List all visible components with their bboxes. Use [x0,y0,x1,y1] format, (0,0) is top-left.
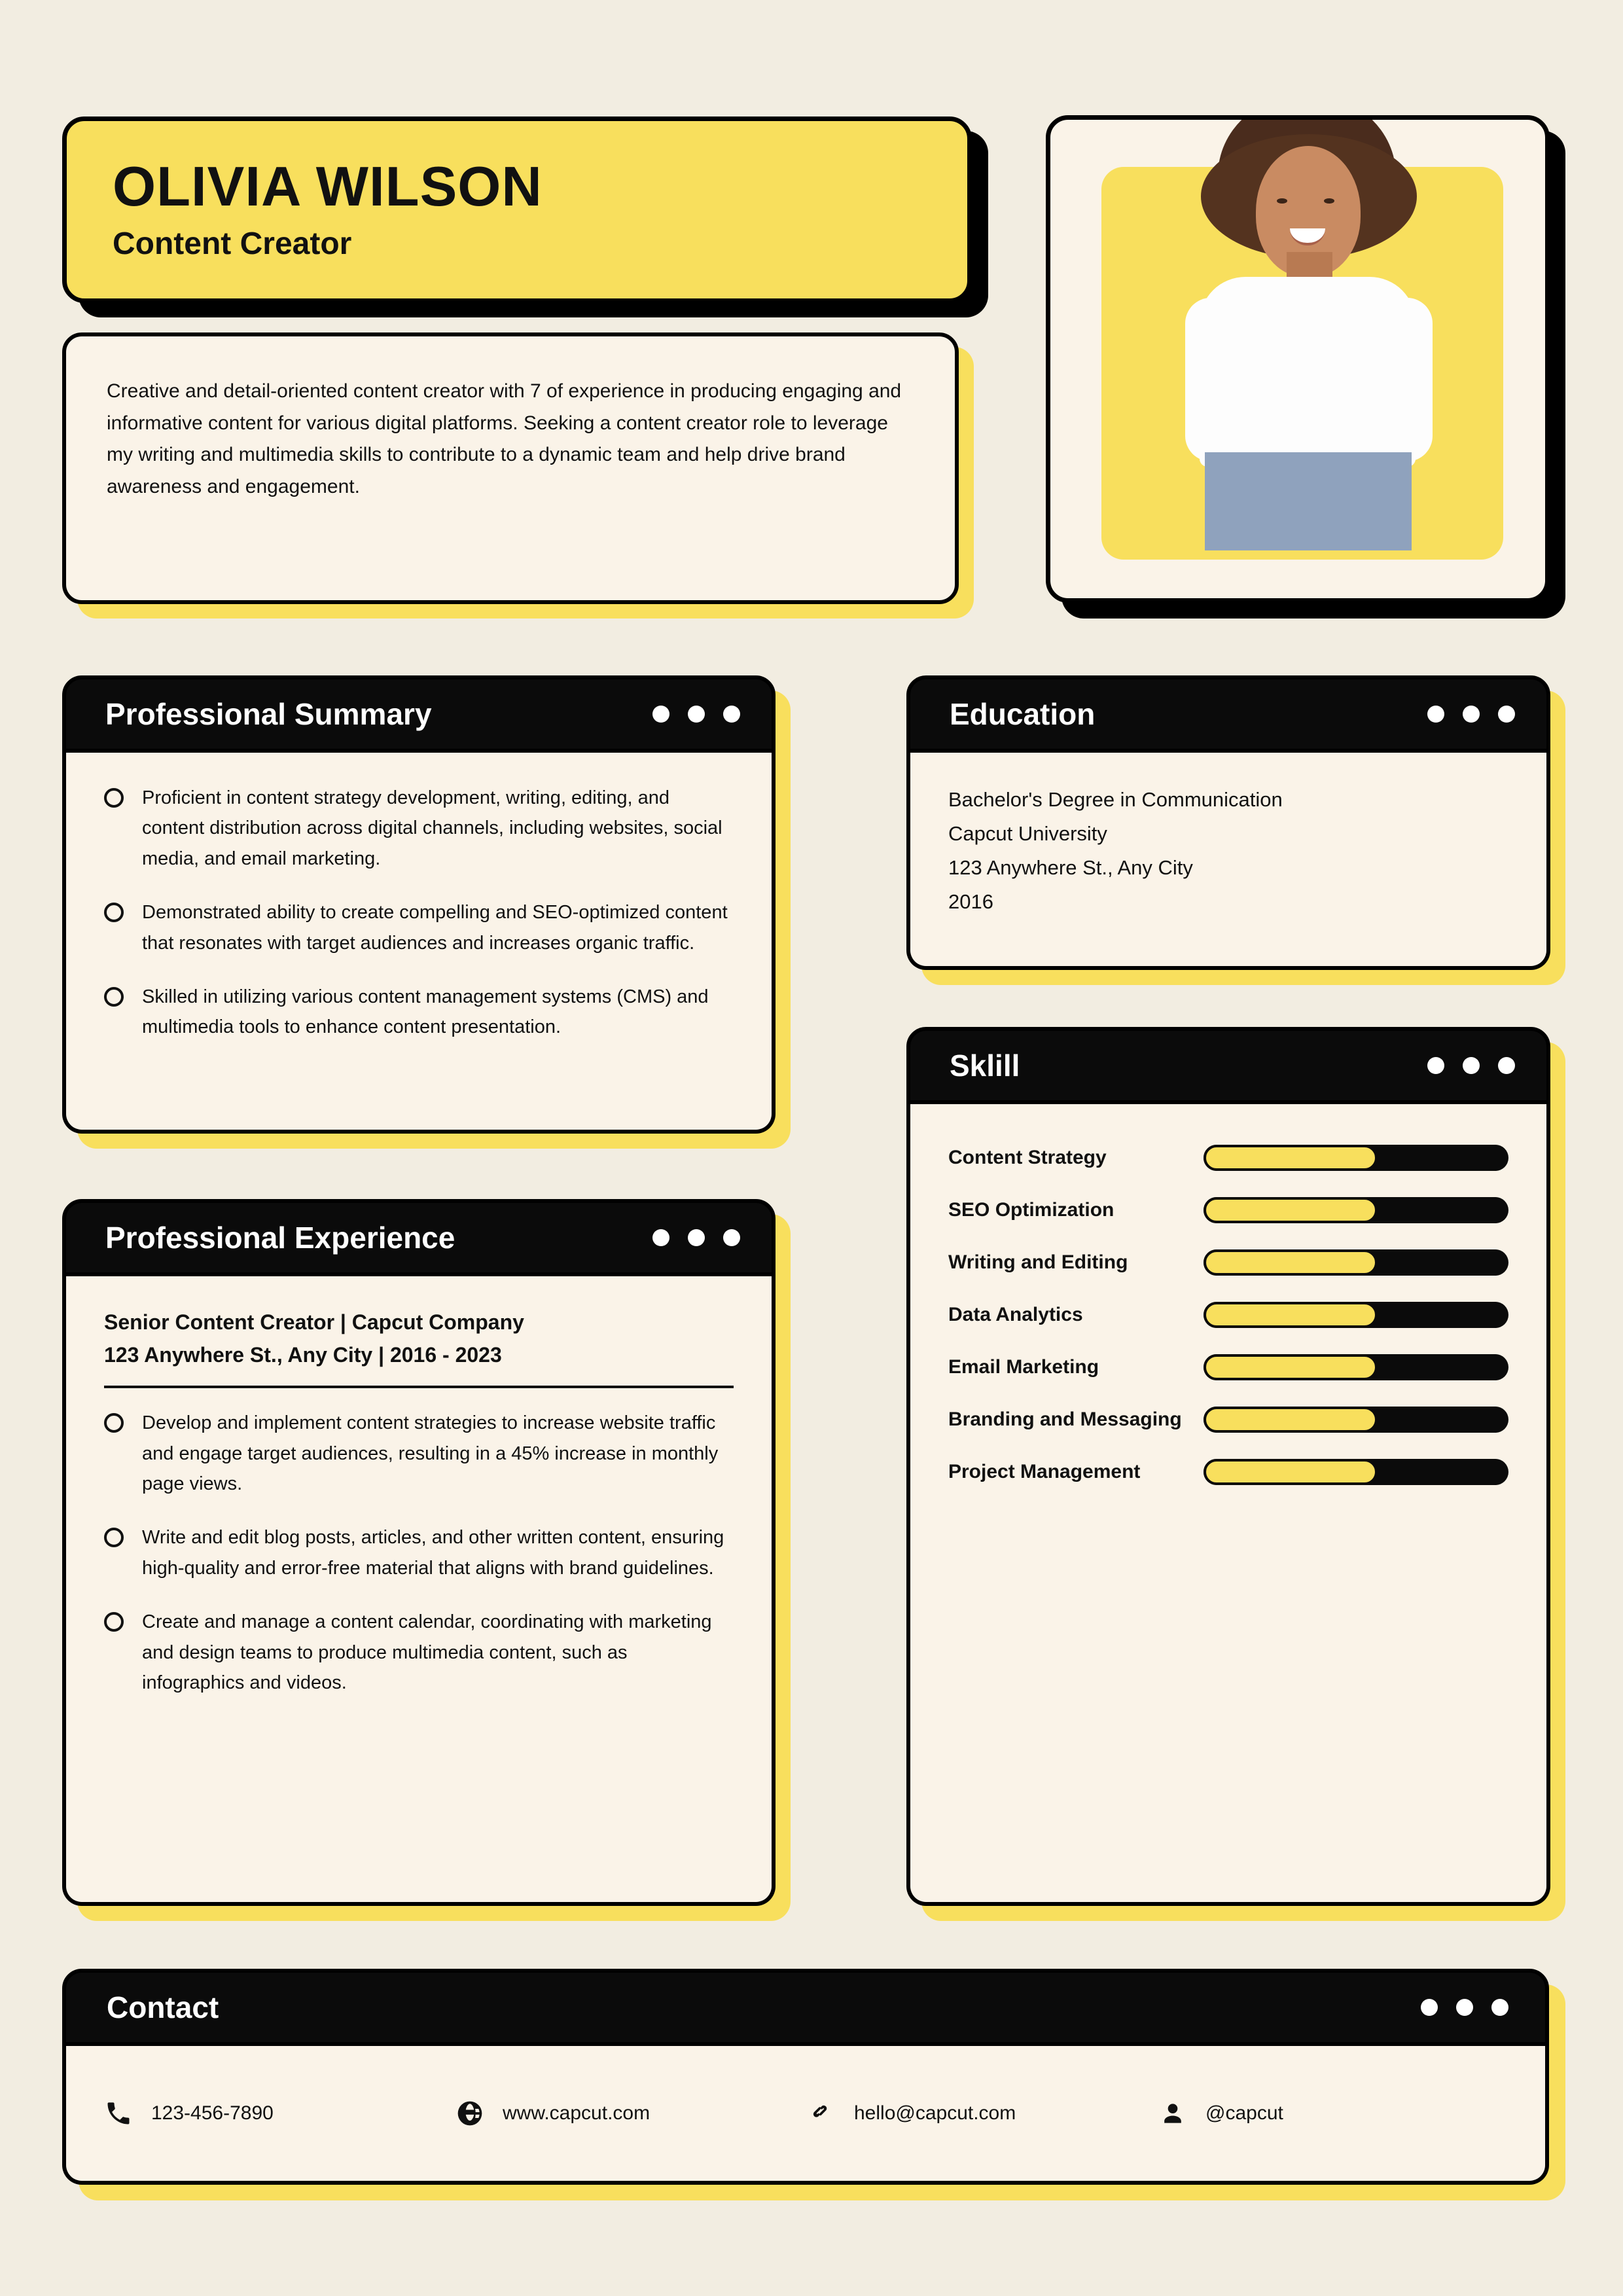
skill-bar [1204,1145,1508,1171]
skill-row [948,1302,1508,1328]
skill-label: SEO Optimization [948,1199,1115,1221]
education-section [906,675,1550,970]
skill-bar-fill [1204,1197,1378,1223]
skill-bar-fill [1204,1354,1378,1380]
skill-bar-fill [1204,1249,1378,1276]
professional-experience-header [62,1199,776,1276]
list-item-text: Proficient in content strategy development, writing, editing, and content distribution across digital channels, including websites, social media, and email marketing. [142,787,722,869]
skill-label: Data Analytics [948,1304,1083,1325]
name-block [62,117,972,303]
bullet-ring-icon [104,987,124,1007]
contact-header [62,1969,1549,2046]
professional-experience-title: Professional Experience [105,1221,455,1255]
list-item [104,1408,734,1499]
skills-header [906,1027,1550,1104]
portrait-illustration [1101,115,1503,573]
contact-website[interactable] [454,2098,806,2129]
skill-bar-fill [1204,1145,1378,1171]
list-item [104,982,734,1043]
education-address: 123 Anywhere St., Any City [948,856,1193,880]
skill-bar-fill [1204,1459,1378,1485]
list-item-text: Develop and implement content strategies to increase website traffic and engage target audiences, resulting in a 45% increase in monthly page views. [142,1412,719,1494]
bullet-ring-icon [104,1413,124,1433]
window-dots [652,1229,740,1246]
contact-title: Contact [107,1990,219,2024]
bullet-ring-icon [104,903,124,922]
professional-summary-body [62,753,776,1134]
professional-experience-body [62,1276,776,1906]
professional-summary-title: Professional Summary [105,697,432,731]
contact-email[interactable] [806,2098,1157,2129]
skill-bar [1204,1302,1508,1328]
bullet-ring-icon [104,1612,124,1632]
education-school: Capcut University [948,822,1107,846]
skill-bar-fill [1204,1302,1378,1328]
globe-icon [454,2098,486,2129]
window-dots [1421,1999,1508,2016]
skill-label: Email Marketing [948,1356,1099,1378]
skill-row [948,1407,1508,1433]
professional-summary-header [62,675,776,753]
list-item [104,783,734,874]
professional-experience-section [62,1199,776,1906]
skill-bar [1204,1197,1508,1223]
education-degree: Bachelor's Degree in Communication [948,788,1283,811]
person-icon [1157,2098,1188,2129]
list-item [104,897,734,958]
contact-phone[interactable] [103,2098,454,2129]
contact-email-text: hello@capcut.com [854,2102,1016,2124]
education-header [906,675,1550,753]
job-title: Senior Content Creator | Capcut Company [104,1310,524,1334]
skill-label: Branding and Messaging [948,1408,1182,1430]
skill-label: Project Management [948,1461,1141,1482]
skills-title: Sklill [950,1049,1020,1083]
skill-bar [1204,1354,1508,1380]
skill-label: Writing and Editing [948,1251,1128,1273]
window-dots [1427,1057,1515,1074]
list-item [104,1522,734,1583]
bullet-ring-icon [104,1528,124,1547]
avatar [1101,167,1503,560]
list-item-text: Create and manage a content calendar, coordinating with marketing and design teams to produce multimedia content, such as infographics and videos. [142,1611,712,1693]
bullet-ring-icon [104,788,124,808]
list-item [104,1607,734,1698]
intro-card [62,332,959,604]
education-year: 2016 [948,890,993,914]
experience-list [104,1408,734,1698]
skills-body [906,1104,1550,1906]
window-dots [1427,706,1515,723]
education-body [906,753,1550,970]
education-title: Education [950,697,1096,731]
role-subtitle: Content Creator [113,226,352,261]
skill-bar [1204,1459,1508,1485]
link-icon [806,2098,837,2129]
contact-social[interactable] [1157,2098,1508,2129]
skill-row [948,1354,1508,1380]
professional-summary-section [62,675,776,1134]
skill-bar-fill [1204,1407,1378,1433]
contact-social-text: @capcut [1205,2102,1283,2124]
skill-row [948,1249,1508,1276]
skill-label: Content Strategy [948,1147,1107,1168]
skill-bar [1204,1407,1508,1433]
skill-row [948,1459,1508,1485]
list-item-text: Demonstrated ability to create compelling and SEO-optimized content that resonates with target audiences and increases organic traffic. [142,902,728,954]
job-meta: 123 Anywhere St., Any City | 2016 - 2023 [104,1342,502,1367]
skill-row [948,1197,1508,1223]
phone-icon [103,2098,134,2129]
contact-body [62,2046,1549,2185]
list-item-text: Write and edit blog posts, articles, and other written content, ensuring high-quality and error-free material that aligns with brand guidelines. [142,1527,724,1579]
contact-section [62,1969,1549,2185]
skill-row [948,1145,1508,1171]
page-title: OLIVIA WILSON [113,156,543,219]
list-item-text: Skilled in utilizing various content management systems (CMS) and multimedia tools to enhance content presentation. [142,986,709,1038]
intro-text: Creative and detail-oriented content creator with 7 of experience in producing engaging and informative content for various digital platforms. Seeking a content creator role to leverage my writing and multimedia skills to contribute to a dynamic team and help drive brand awareness and engagement. [107,380,902,497]
contact-website-text: www.capcut.com [503,2102,651,2124]
divider [104,1386,734,1388]
photo-card [1046,115,1550,603]
skill-bar [1204,1249,1508,1276]
window-dots [652,706,740,723]
contact-phone-text: 123-456-7890 [151,2102,274,2124]
summary-list [104,783,734,1043]
skills-section [906,1027,1550,1906]
